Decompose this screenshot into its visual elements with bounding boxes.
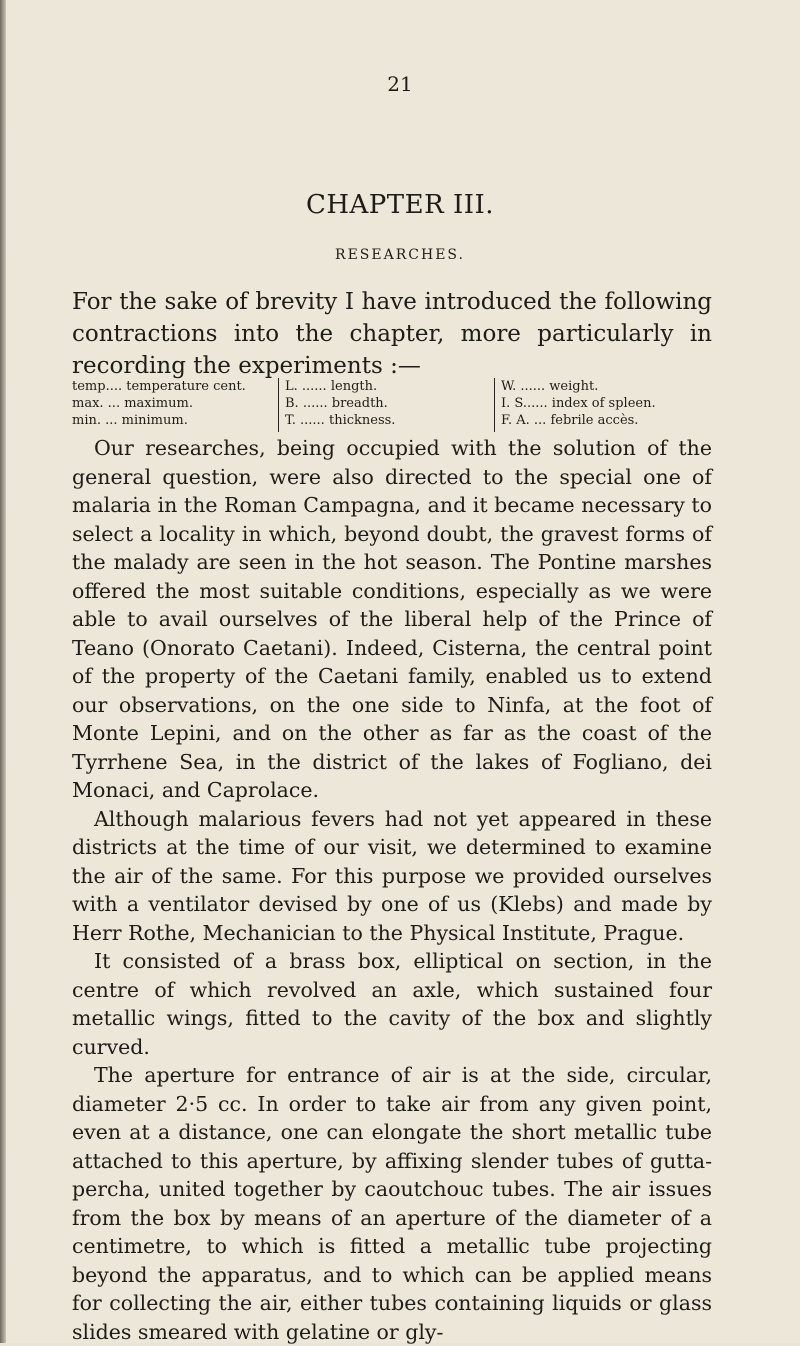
intro-paragraph (72, 286, 712, 382)
section-heading: RESEARCHES. (335, 247, 465, 263)
abbreviation-column (494, 378, 719, 432)
abbreviation-row (501, 378, 719, 395)
abbreviation-row (285, 412, 495, 429)
abbreviation-meaning: minimum. (121, 413, 188, 428)
intro-text: For the sake of brevity I have introduced the following contractions into the chapter, more particularly in recording the experiments :— (72, 289, 712, 379)
abbreviation-meaning: length. (330, 379, 378, 394)
paragraph: Our researches, being occupied with the solution of the general question, were also directed to the special one of malaria in the Roman Campagna, and it became necessary to select a locality in which, beyond doubt, the gravest forms of the malady are seen in the hot season. The Pontine marshes offered the most suitable conditions, especially as we were able to avail ourselves of the liberal help of the Prince of Teano (Onorato Caetani). Indeed, Cisterna, the central point of the property of the Caetani family, enabled us to extend our observations, on the one side to Ninfa, at the foot of Monte Lepini, and on the other as far as the coast of the Tyrrhene Sea, in the district of the lakes of Fogliano, dei Monaci, and Caprolace. (72, 436, 712, 802)
abbreviation-row (72, 412, 272, 429)
abbreviation-meaning: temperature cent. (126, 379, 246, 394)
paragraph: The aperture for entrance of air is at the side, circular, diameter 2·5 cc. In order to take air from any given point, even at a distance, one can elongate the short metallic tube attached to this aperture, by affixing slender tubes of gutta-percha, united together by caoutchouc tubes. The air issues from the box by means of an aperture of the diameter of a centimetre, to which is fitted a metallic tube projecting beyond the apparatus, and to which can be applied means for collecting the air, either tubes containing liquids or glass slides smeared with gelatine or gly- (72, 1063, 712, 1344)
abbreviation-meaning: breadth. (331, 396, 388, 411)
abbreviation: min. ... (72, 413, 118, 428)
abbreviation-row (285, 395, 495, 412)
abbreviation-meaning: febrile accès. (550, 413, 639, 428)
abbreviation: L. ...... (285, 379, 327, 394)
paragraph: It consisted of a brass box, elliptical on section, in the centre of which revolved an axle, which sustained four metallic wings, fitted to the cavity of the box and slightly curved. (72, 949, 712, 1059)
abbreviation: F. A. ... (501, 413, 547, 428)
abbreviation: B. ...... (285, 396, 328, 411)
abbreviation-column (72, 378, 272, 429)
abbreviation-row (501, 395, 719, 412)
abbreviation-table (72, 378, 712, 432)
abbreviation-meaning: weight. (549, 379, 599, 394)
abbreviation: I. S...... (501, 396, 548, 411)
abbreviation-meaning: thickness. (328, 413, 396, 428)
abbreviation-row (72, 395, 272, 412)
abbreviation: temp.... (72, 379, 123, 394)
abbreviation: W. ...... (501, 379, 546, 394)
abbreviation: max. ... (72, 396, 121, 411)
body-text (72, 434, 712, 1346)
paragraph: Although malarious fevers had not yet appeared in these districts at the time of our visit, we determined to examine the air of the same. For this purpose we provided ourselves with a ventilator devised by one of us (Klebs) and made by Herr Rothe, Mechanician to the Physical Institute, Prague. (72, 806, 712, 945)
chapter-title: CHAPTER III. (305, 190, 495, 220)
abbreviation-row (501, 412, 719, 429)
abbreviation-meaning: index of spleen. (551, 396, 656, 411)
abbreviation-meaning: maximum. (124, 396, 193, 411)
abbreviation-row (72, 378, 272, 395)
page-number: 21 (387, 72, 413, 96)
abbreviation-row (285, 378, 495, 395)
abbreviation-column (278, 378, 495, 432)
abbreviation: T. ...... (285, 413, 325, 428)
